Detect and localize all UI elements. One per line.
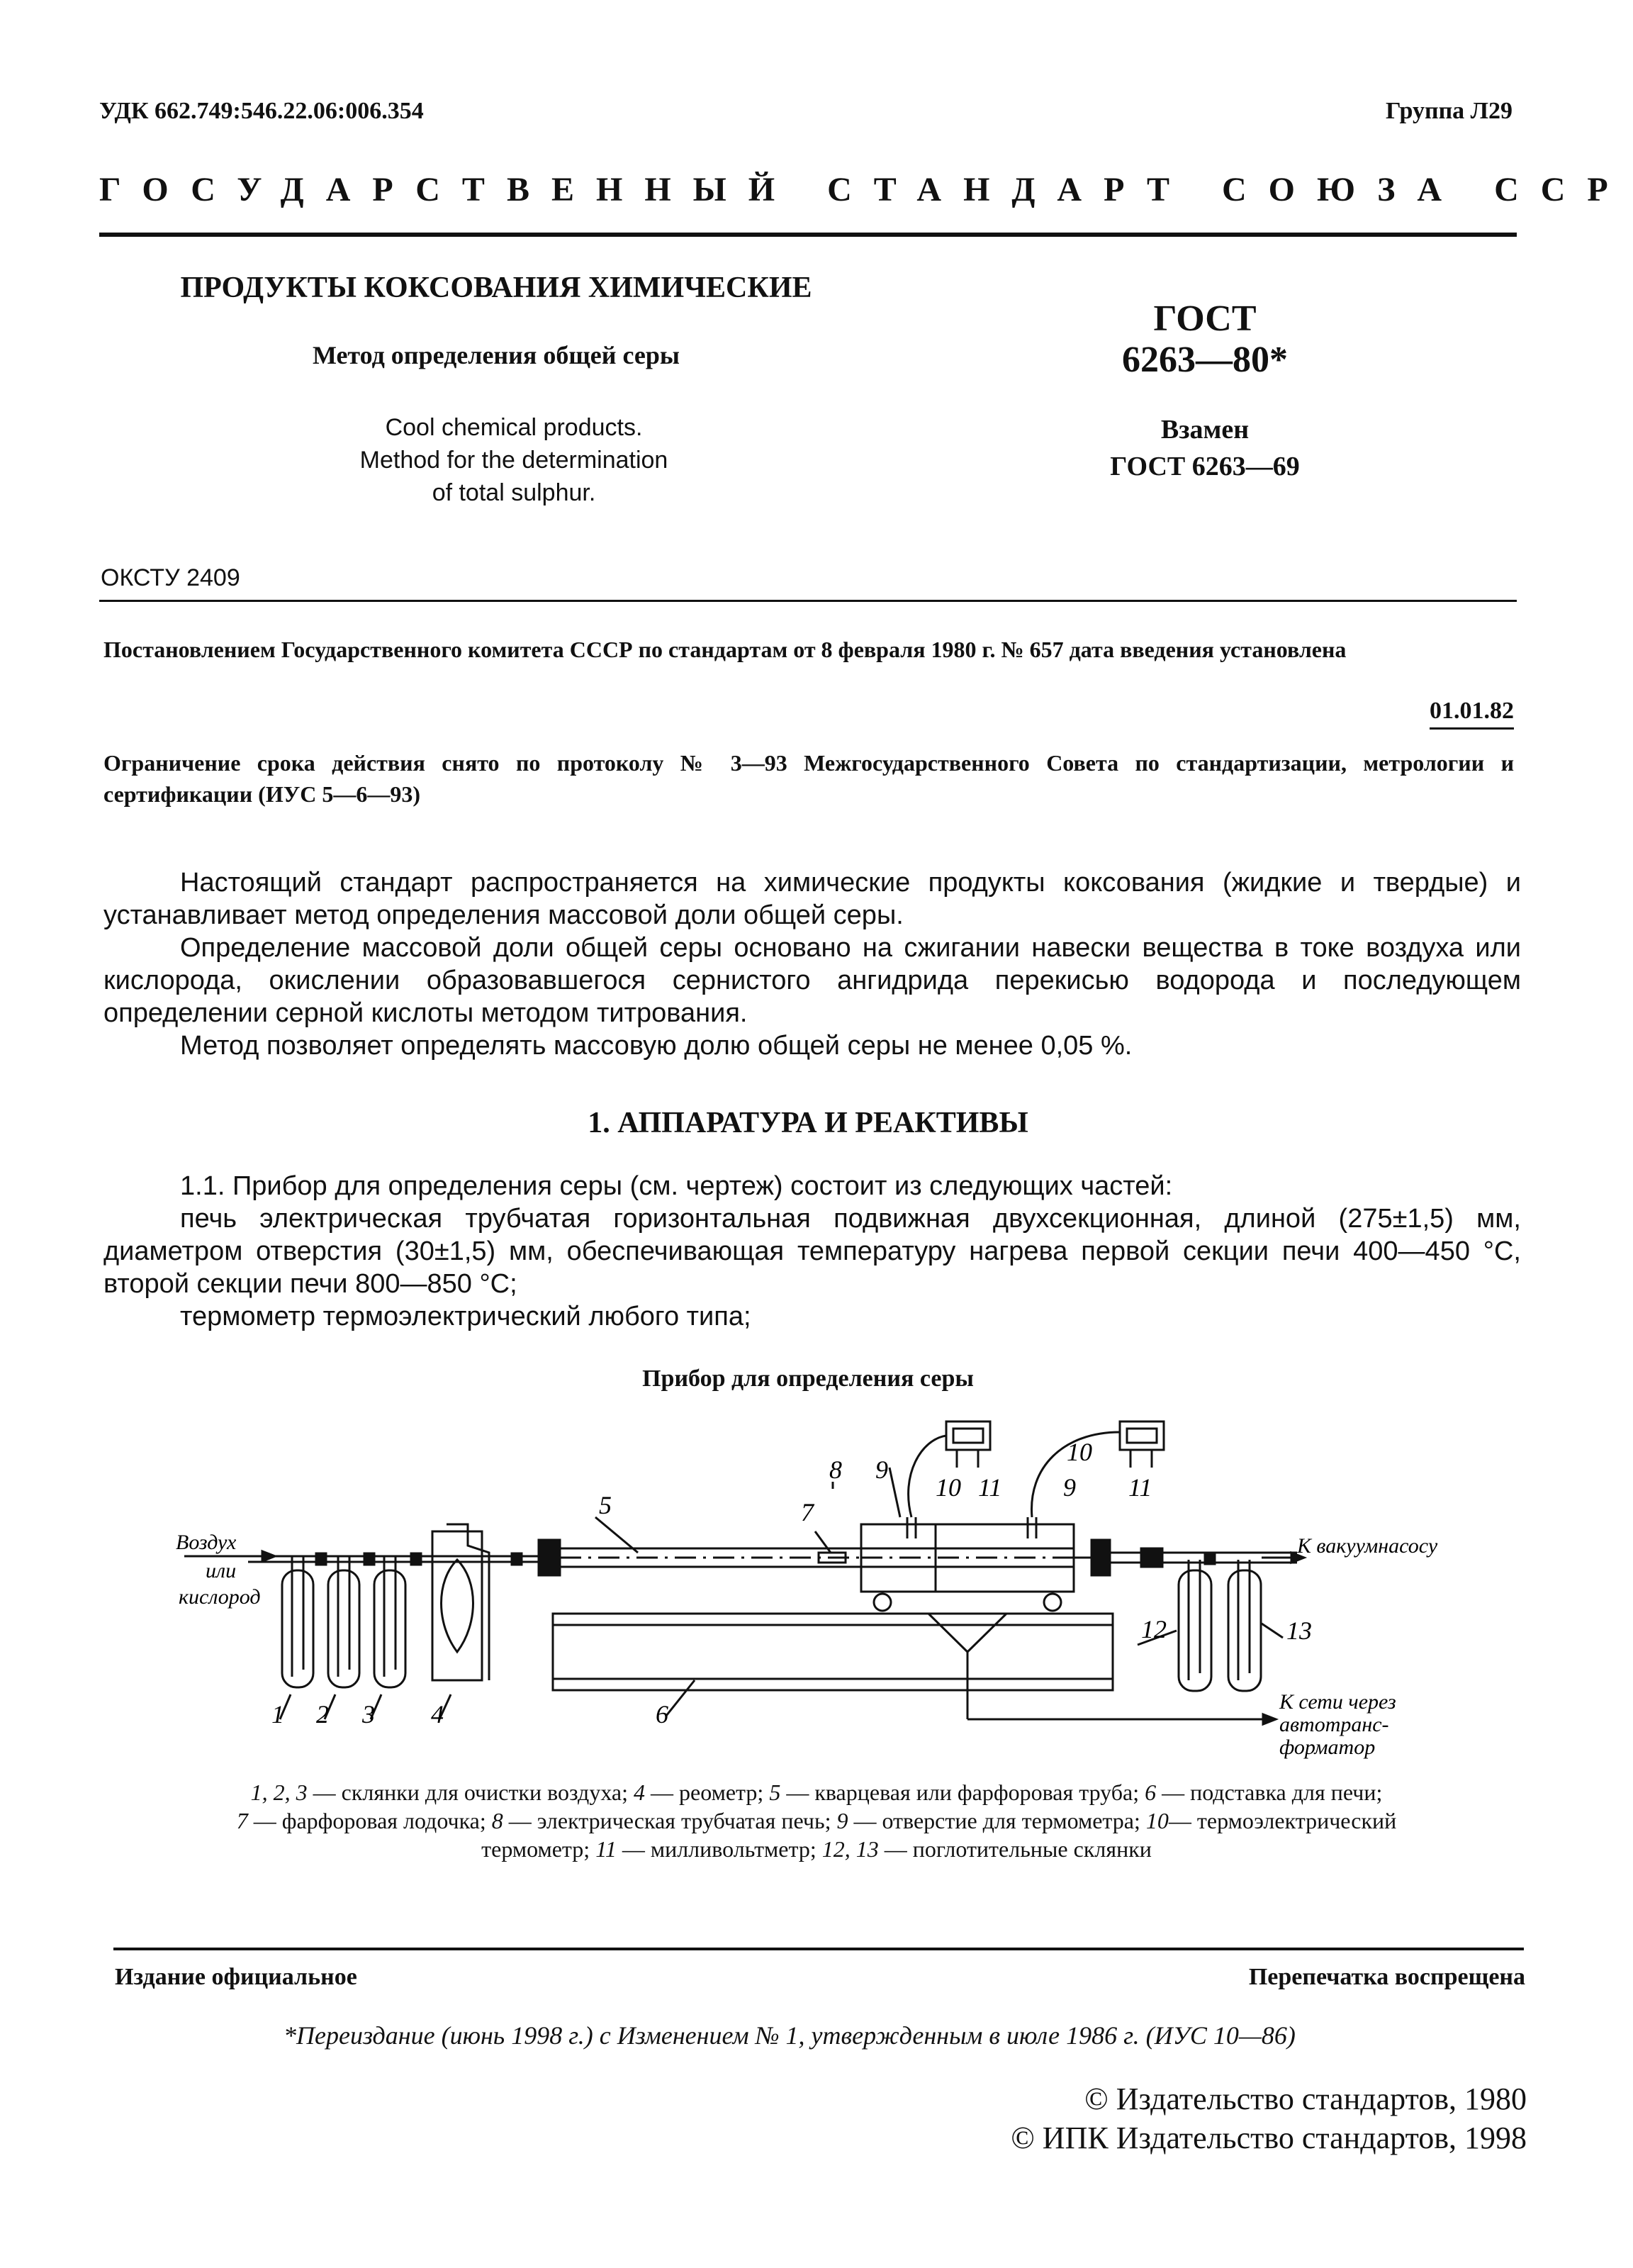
official-edition: Издание официальное — [115, 1964, 357, 1990]
document-title: ПРОДУКТЫ КОКСОВАНИЯ ХИМИЧЕСКИЕ — [180, 272, 812, 304]
english-title-line2: Method for the determination — [359, 447, 668, 474]
okstu-code: ОКСТУ 2409 — [101, 564, 240, 591]
english-title-line1: Cool chemical products. — [385, 414, 643, 441]
label-num-3: 3 — [362, 1700, 375, 1728]
caption-text: — реометр; — [645, 1780, 770, 1805]
label-num-1: 1 — [271, 1700, 284, 1728]
label-num-9-second: 9 — [1063, 1473, 1076, 1502]
label-num-11-first: 11 — [978, 1473, 1002, 1502]
section-1-paragraph-3: термометр термоэлектрический любого типа; — [180, 1302, 751, 1331]
label-num-4: 4 — [431, 1700, 444, 1728]
absorption-bottle-12 — [1179, 1560, 1211, 1691]
group-code: Группа Л29 — [1386, 98, 1513, 124]
gost-label: ГОСТ — [1153, 298, 1257, 339]
intro-paragraph-1: Настоящий стандарт распространяется на химические продукты коксования (жидкие и твердые) и устанавливает метод определения массовой доли общей серы. — [103, 868, 1521, 930]
section-1-paragraph-2: печь электрическая трубчатая горизонтальная подвижная двухсекционная, длиной (275±1,5) мм, диаметром отверстия (30±1,5) мм, обеспечивающая температуру нагрева первой секции печи 400—450 °С, второй секции печи 800—850 °С; — [103, 1204, 1521, 1299]
caption-text: — отверстие для термометра; — [848, 1808, 1146, 1833]
caption-text: — поглотительные склянки — [878, 1836, 1152, 1862]
label-num-8: 8 — [829, 1456, 842, 1484]
caption-num: 4 — [634, 1780, 645, 1805]
caption-text: — склянки для очистки воздуха; — [307, 1780, 634, 1805]
section-1-paragraph-1: 1.1. Прибор для определения серы (см. чертеж) состоит из следующих частей: — [180, 1171, 1173, 1201]
label-oxygen: кислород — [179, 1585, 261, 1609]
label-vacuum-pump: К вакуумнасосу — [1297, 1534, 1438, 1558]
caption-num: 6 — [1145, 1780, 1157, 1805]
caption-num: 9 — [836, 1808, 848, 1833]
label-num-10-second: 10 — [1067, 1438, 1092, 1466]
caption-text: — милливольтметр; — [616, 1836, 822, 1862]
wash-bottle-2 — [328, 1556, 359, 1687]
label-num-9-first: 9 — [875, 1456, 888, 1484]
label-air: Воздух — [176, 1531, 237, 1554]
udk-code: УДК 662.749:546.22.06:006.354 — [99, 98, 424, 124]
caption-text: — фарфоровая лодочка; — [247, 1808, 492, 1833]
label-network-3: форматор — [1279, 1736, 1376, 1759]
caption-num: 11 — [595, 1836, 617, 1862]
copyright-1998: © ИПК Издательство стандартов, 1998 — [1011, 2121, 1527, 2155]
absorption-bottle-13 — [1228, 1560, 1261, 1691]
label-num-5: 5 — [599, 1491, 612, 1519]
figure-caption — [106, 1778, 1527, 1863]
replaces-value: ГОСТ 6263—69 — [1110, 452, 1300, 481]
caption-text: — подставка для печи; — [1156, 1780, 1383, 1805]
caption-num: 8 — [491, 1808, 503, 1833]
caption-num: 5 — [769, 1780, 781, 1805]
footer-rule — [113, 1948, 1524, 1950]
limitation-text: Ограничение срока действия снято по протоколу № 3—93 Межгосударственного Совета по стандартизации, метрологии и сертификации (ИУС 5—6—93) — [103, 750, 1514, 807]
label-network-1: К сети через — [1279, 1690, 1396, 1714]
caption-num: 1, 2, 3 — [250, 1780, 308, 1805]
gost-number: 6263—80* — [1122, 340, 1288, 380]
label-num-2: 2 — [316, 1700, 329, 1728]
decree-text: Постановлением Государственного комитета СССР по стандартам от 8 февраля 1980 г. № 657 дата введения установлена — [103, 637, 1347, 662]
intro-paragraph-2: Определение массовой доли общей серы основано на сжигании навески вещества в токе воздуха или кислорода, окислении образовавшегося сернистого ангидрида перекисью водорода и последующем определении серной кислоты методом титрования. — [103, 933, 1521, 1028]
standard-banner: ГОСУДАРСТВЕННЫЙ СТАНДАРТ СОЮЗА ССР — [99, 171, 1630, 208]
english-title-line3: of total sulphur. — [432, 479, 596, 506]
wash-bottle-1 — [282, 1556, 313, 1687]
tube-furnace — [861, 1517, 1074, 1611]
label-num-10-first: 10 — [936, 1473, 961, 1502]
caption-num: 10 — [1145, 1808, 1169, 1833]
label-num-12: 12 — [1141, 1615, 1167, 1643]
reprint-prohibited: Перепечатка воспрещена — [1248, 1964, 1525, 1990]
caption-text: — термоэлектрический — [1168, 1808, 1397, 1833]
caption-num: 7 — [236, 1808, 248, 1833]
section-1-heading: 1. АППАРАТУРА И РЕАКТИВЫ — [588, 1107, 1028, 1139]
label-num-7: 7 — [801, 1498, 814, 1526]
intro-paragraph-3: Метод позволяет определять массовую долю общей серы не менее 0,05 %. — [180, 1031, 1133, 1061]
label-or: или — [206, 1559, 237, 1582]
caption-text: — кварцевая или фарфоровая труба; — [780, 1780, 1145, 1805]
caption-text: термометр; — [481, 1836, 596, 1862]
wash-bottle-3 — [374, 1556, 405, 1687]
rheometer — [425, 1524, 489, 1680]
replaces-label: Взамен — [1160, 415, 1250, 445]
reissue-note: *Переиздание (июнь 1998 г.) с Изменением № 1, утвержденным в июле 1986 г. (ИУС 10—86) — [284, 2021, 1296, 2050]
label-network-2: автотранс- — [1279, 1713, 1389, 1736]
label-num-13: 13 — [1286, 1616, 1312, 1645]
caption-num: 12, 13 — [821, 1836, 879, 1862]
combustion-tube — [539, 1540, 861, 1575]
label-num-6: 6 — [656, 1700, 668, 1728]
document-subtitle: Метод определения общей серы — [312, 341, 680, 369]
caption-text: — электрическая трубчатая печь; — [503, 1808, 837, 1833]
figure-title: Прибор для определения серы — [642, 1365, 974, 1392]
decree-date: 01.01.82 — [1430, 698, 1514, 730]
copyright-1980: © Издательство стандартов, 1980 — [1084, 2082, 1527, 2116]
label-num-11-second: 11 — [1128, 1473, 1152, 1502]
